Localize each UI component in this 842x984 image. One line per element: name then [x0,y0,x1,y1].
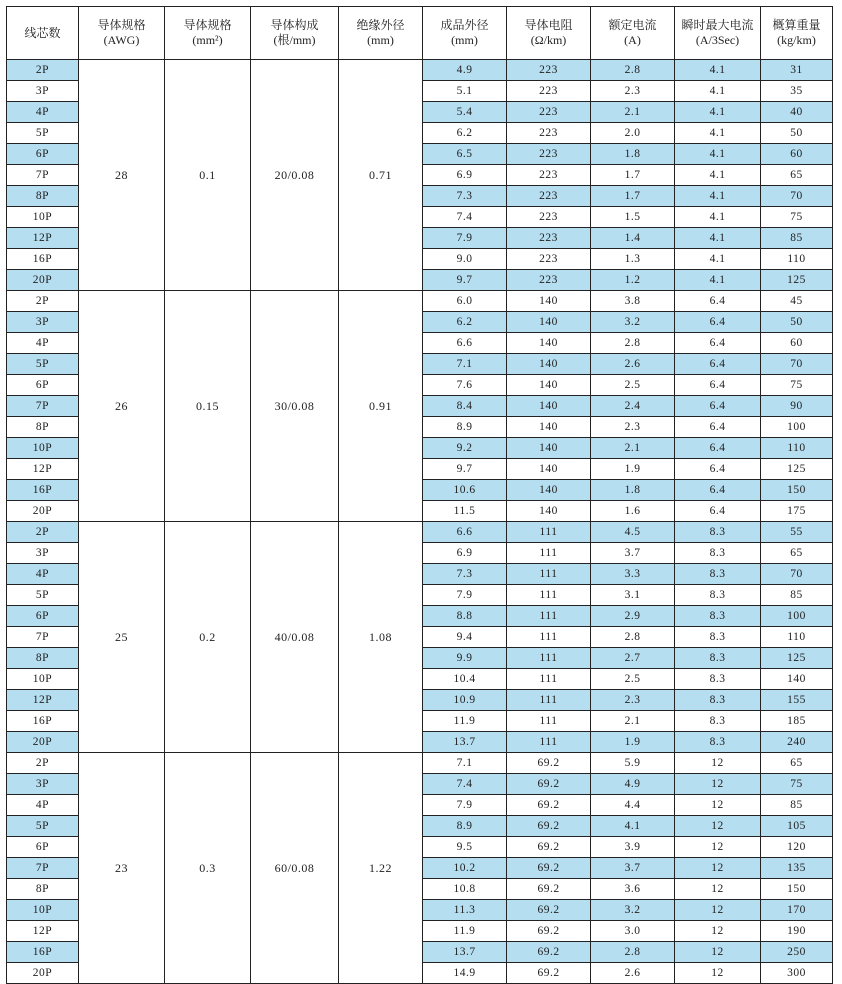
cable-spec-table [6,6,833,984]
pairs-cell: 4P [7,564,79,585]
od-cell: 9.4 [423,627,507,648]
weight-cell: 31 [761,60,833,81]
resistance-cell: 223 [507,144,591,165]
weight-cell: 65 [761,543,833,564]
od-cell: 7.6 [423,375,507,396]
max-current-cell: 6.4 [675,333,761,354]
rated-current-cell: 2.8 [591,942,675,963]
pairs-cell: 16P [7,942,79,963]
weight-cell: 70 [761,564,833,585]
rated-current-cell: 4.4 [591,795,675,816]
od-cell: 7.9 [423,585,507,606]
rated-current-cell: 2.8 [591,60,675,81]
insulation-od-cell: 1.22 [339,753,423,984]
mm2-cell: 0.15 [165,291,251,522]
od-cell: 9.2 [423,438,507,459]
resistance-cell: 69.2 [507,921,591,942]
weight-cell: 300 [761,963,833,984]
od-cell: 6.2 [423,312,507,333]
max-current-cell: 8.3 [675,627,761,648]
resistance-cell: 223 [507,165,591,186]
awg-cell: 26 [79,291,165,522]
max-current-cell: 4.1 [675,102,761,123]
od-cell: 11.9 [423,711,507,732]
od-cell: 6.5 [423,144,507,165]
od-cell: 8.9 [423,816,507,837]
od-cell: 9.5 [423,837,507,858]
od-cell: 5.4 [423,102,507,123]
weight-cell: 175 [761,501,833,522]
max-current-cell: 4.1 [675,249,761,270]
resistance-cell: 69.2 [507,816,591,837]
weight-cell: 190 [761,921,833,942]
max-current-cell: 12 [675,921,761,942]
od-cell: 7.9 [423,228,507,249]
od-cell: 11.5 [423,501,507,522]
max-current-cell: 12 [675,858,761,879]
od-cell: 6.6 [423,333,507,354]
max-current-cell: 6.4 [675,417,761,438]
rated-current-cell: 1.8 [591,144,675,165]
weight-cell: 40 [761,102,833,123]
resistance-cell: 223 [507,207,591,228]
weight-cell: 35 [761,81,833,102]
rated-current-cell: 2.3 [591,81,675,102]
rated-current-cell: 5.9 [591,753,675,774]
pairs-cell: 6P [7,375,79,396]
pairs-cell: 3P [7,312,79,333]
rated-current-cell: 1.4 [591,228,675,249]
od-cell: 10.9 [423,690,507,711]
max-current-cell: 12 [675,753,761,774]
rated-current-cell: 2.5 [591,669,675,690]
weight-cell: 60 [761,144,833,165]
od-cell: 6.0 [423,291,507,312]
rated-current-cell: 2.0 [591,123,675,144]
pairs-cell: 12P [7,921,79,942]
rated-current-cell: 2.8 [591,333,675,354]
max-current-cell: 12 [675,774,761,795]
pairs-cell: 6P [7,837,79,858]
max-current-cell: 6.4 [675,480,761,501]
resistance-cell: 111 [507,732,591,753]
weight-cell: 125 [761,270,833,291]
pairs-cell: 20P [7,963,79,984]
weight-cell: 45 [761,291,833,312]
max-current-cell: 4.1 [675,123,761,144]
weight-cell: 90 [761,396,833,417]
od-cell: 7.1 [423,753,507,774]
rated-current-cell: 1.7 [591,165,675,186]
od-cell: 9.9 [423,648,507,669]
max-current-cell: 6.4 [675,396,761,417]
max-current-cell: 12 [675,900,761,921]
weight-cell: 75 [761,207,833,228]
rated-current-cell: 3.6 [591,879,675,900]
construction-cell: 30/0.08 [251,291,339,522]
pairs-cell: 10P [7,669,79,690]
pairs-cell: 8P [7,879,79,900]
od-cell: 7.1 [423,354,507,375]
weight-cell: 50 [761,312,833,333]
rated-current-cell: 1.8 [591,480,675,501]
rated-current-cell: 1.7 [591,186,675,207]
weight-cell: 120 [761,837,833,858]
pairs-cell: 3P [7,81,79,102]
pairs-cell: 12P [7,690,79,711]
od-cell: 8.9 [423,417,507,438]
awg-cell: 23 [79,753,165,984]
resistance-cell: 69.2 [507,900,591,921]
pairs-cell: 5P [7,585,79,606]
header-cell-resistance: 导体电阻 (Ω/km) [507,7,591,60]
rated-current-cell: 2.1 [591,438,675,459]
rated-current-cell: 1.3 [591,249,675,270]
rated-current-cell: 4.9 [591,774,675,795]
max-current-cell: 12 [675,942,761,963]
pairs-cell: 5P [7,816,79,837]
rated-current-cell: 4.1 [591,816,675,837]
rated-current-cell: 3.7 [591,858,675,879]
resistance-cell: 111 [507,585,591,606]
rated-current-cell: 2.1 [591,711,675,732]
construction-cell: 20/0.08 [251,60,339,291]
max-current-cell: 4.1 [675,207,761,228]
resistance-cell: 140 [507,333,591,354]
od-cell: 6.9 [423,543,507,564]
rated-current-cell: 3.0 [591,921,675,942]
pairs-cell: 7P [7,627,79,648]
rated-current-cell: 2.3 [591,690,675,711]
od-cell: 10.6 [423,480,507,501]
pairs-cell: 2P [7,60,79,81]
od-cell: 8.4 [423,396,507,417]
table-body [7,60,833,984]
resistance-cell: 111 [507,711,591,732]
rated-current-cell: 3.2 [591,312,675,333]
od-cell: 10.8 [423,879,507,900]
rated-current-cell: 3.3 [591,564,675,585]
od-cell: 9.7 [423,270,507,291]
resistance-cell: 140 [507,459,591,480]
max-current-cell: 6.4 [675,291,761,312]
od-cell: 6.2 [423,123,507,144]
max-current-cell: 4.1 [675,186,761,207]
resistance-cell: 140 [507,396,591,417]
resistance-cell: 69.2 [507,753,591,774]
pairs-cell: 8P [7,417,79,438]
max-current-cell: 8.3 [675,669,761,690]
weight-cell: 110 [761,249,833,270]
od-cell: 9.0 [423,249,507,270]
resistance-cell: 140 [507,291,591,312]
resistance-cell: 111 [507,522,591,543]
od-cell: 7.3 [423,564,507,585]
resistance-cell: 140 [507,480,591,501]
max-current-cell: 8.3 [675,606,761,627]
resistance-cell: 111 [507,669,591,690]
header-cell-weight: 概算重量 (kg/km) [761,7,833,60]
max-current-cell: 12 [675,879,761,900]
resistance-cell: 69.2 [507,879,591,900]
pairs-cell: 8P [7,648,79,669]
pairs-cell: 20P [7,501,79,522]
resistance-cell: 223 [507,270,591,291]
rated-current-cell: 1.9 [591,459,675,480]
pairs-cell: 3P [7,774,79,795]
max-current-cell: 4.1 [675,270,761,291]
header-cell-od: 成品外径 (mm) [423,7,507,60]
pairs-cell: 6P [7,144,79,165]
max-current-cell: 12 [675,816,761,837]
awg-cell: 25 [79,522,165,753]
pairs-cell: 10P [7,900,79,921]
rated-current-cell: 2.6 [591,963,675,984]
rated-current-cell: 1.9 [591,732,675,753]
od-cell: 5.1 [423,81,507,102]
resistance-cell: 140 [507,501,591,522]
rated-current-cell: 2.6 [591,354,675,375]
pairs-cell: 3P [7,543,79,564]
pairs-cell: 2P [7,291,79,312]
weight-cell: 185 [761,711,833,732]
od-cell: 11.9 [423,921,507,942]
weight-cell: 110 [761,438,833,459]
resistance-cell: 69.2 [507,795,591,816]
max-current-cell: 8.3 [675,690,761,711]
header-row [7,7,833,60]
pairs-cell: 20P [7,270,79,291]
pairs-cell: 4P [7,333,79,354]
max-current-cell: 8.3 [675,648,761,669]
max-current-cell: 8.3 [675,711,761,732]
header-cell-construction: 导体构成 (根/mm) [251,7,339,60]
od-cell: 10.2 [423,858,507,879]
pairs-cell: 16P [7,480,79,501]
header-cell-awg: 导体规格 (AWG) [79,7,165,60]
od-cell: 7.9 [423,795,507,816]
header-cell-insulation-od: 绝缘外径 (mm) [339,7,423,60]
pairs-cell: 10P [7,438,79,459]
weight-cell: 85 [761,585,833,606]
resistance-cell: 223 [507,249,591,270]
construction-cell: 40/0.08 [251,522,339,753]
resistance-cell: 69.2 [507,963,591,984]
od-cell: 7.4 [423,774,507,795]
weight-cell: 125 [761,459,833,480]
pairs-cell: 12P [7,228,79,249]
od-cell: 14.9 [423,963,507,984]
rated-current-cell: 1.2 [591,270,675,291]
weight-cell: 65 [761,165,833,186]
resistance-cell: 223 [507,123,591,144]
construction-cell: 60/0.08 [251,753,339,984]
pairs-cell: 2P [7,522,79,543]
resistance-cell: 111 [507,564,591,585]
rated-current-cell: 3.9 [591,837,675,858]
max-current-cell: 6.4 [675,459,761,480]
rated-current-cell: 4.5 [591,522,675,543]
pairs-cell: 7P [7,858,79,879]
weight-cell: 105 [761,816,833,837]
od-cell: 7.3 [423,186,507,207]
insulation-od-cell: 0.71 [339,60,423,291]
header-cell-rated-current: 额定电流 (A) [591,7,675,60]
od-cell: 13.7 [423,732,507,753]
header-cell-mm2: 导体规格 (mm²) [165,7,251,60]
od-cell: 10.4 [423,669,507,690]
resistance-cell: 69.2 [507,837,591,858]
rated-current-cell: 1.5 [591,207,675,228]
pairs-cell: 16P [7,711,79,732]
pairs-cell: 7P [7,396,79,417]
weight-cell: 240 [761,732,833,753]
pairs-cell: 7P [7,165,79,186]
resistance-cell: 223 [507,102,591,123]
resistance-cell: 140 [507,375,591,396]
rated-current-cell: 3.2 [591,900,675,921]
max-current-cell: 12 [675,963,761,984]
rated-current-cell: 2.3 [591,417,675,438]
pairs-cell: 5P [7,123,79,144]
max-current-cell: 4.1 [675,165,761,186]
weight-cell: 85 [761,795,833,816]
pairs-cell: 2P [7,753,79,774]
resistance-cell: 140 [507,417,591,438]
max-current-cell: 6.4 [675,312,761,333]
weight-cell: 50 [761,123,833,144]
table-row [7,60,833,81]
pairs-cell: 16P [7,249,79,270]
resistance-cell: 223 [507,186,591,207]
resistance-cell: 140 [507,312,591,333]
weight-cell: 140 [761,669,833,690]
weight-cell: 170 [761,900,833,921]
rated-current-cell: 2.5 [591,375,675,396]
max-current-cell: 4.1 [675,60,761,81]
od-cell: 6.9 [423,165,507,186]
od-cell: 8.8 [423,606,507,627]
pairs-cell: 5P [7,354,79,375]
od-cell: 6.6 [423,522,507,543]
weight-cell: 60 [761,333,833,354]
table-row [7,291,833,312]
od-cell: 9.7 [423,459,507,480]
max-current-cell: 8.3 [675,732,761,753]
table-row [7,522,833,543]
header-cell-pairs: 线芯数 [7,7,79,60]
max-current-cell: 8.3 [675,543,761,564]
pairs-cell: 4P [7,102,79,123]
rated-current-cell: 3.1 [591,585,675,606]
mm2-cell: 0.1 [165,60,251,291]
max-current-cell: 8.3 [675,522,761,543]
resistance-cell: 140 [507,438,591,459]
resistance-cell: 111 [507,606,591,627]
weight-cell: 100 [761,417,833,438]
pairs-cell: 12P [7,459,79,480]
rated-current-cell: 2.7 [591,648,675,669]
max-current-cell: 8.3 [675,585,761,606]
pairs-cell: 20P [7,732,79,753]
rated-current-cell: 3.8 [591,291,675,312]
rated-current-cell: 2.9 [591,606,675,627]
resistance-cell: 140 [507,354,591,375]
weight-cell: 110 [761,627,833,648]
weight-cell: 70 [761,186,833,207]
max-current-cell: 4.1 [675,228,761,249]
weight-cell: 150 [761,879,833,900]
rated-current-cell: 2.4 [591,396,675,417]
resistance-cell: 223 [507,81,591,102]
rated-current-cell: 1.6 [591,501,675,522]
max-current-cell: 8.3 [675,564,761,585]
pairs-cell: 8P [7,186,79,207]
max-current-cell: 12 [675,795,761,816]
resistance-cell: 111 [507,648,591,669]
header-cell-max-current: 瞬时最大电流 (A/3Sec) [675,7,761,60]
resistance-cell: 111 [507,690,591,711]
weight-cell: 75 [761,375,833,396]
weight-cell: 100 [761,606,833,627]
mm2-cell: 0.2 [165,522,251,753]
rated-current-cell: 2.8 [591,627,675,648]
weight-cell: 135 [761,858,833,879]
weight-cell: 70 [761,354,833,375]
od-cell: 4.9 [423,60,507,81]
max-current-cell: 4.1 [675,144,761,165]
weight-cell: 155 [761,690,833,711]
pairs-cell: 4P [7,795,79,816]
weight-cell: 75 [761,774,833,795]
od-cell: 11.3 [423,900,507,921]
od-cell: 7.4 [423,207,507,228]
resistance-cell: 111 [507,627,591,648]
rated-current-cell: 3.7 [591,543,675,564]
max-current-cell: 12 [675,837,761,858]
max-current-cell: 6.4 [675,354,761,375]
weight-cell: 85 [761,228,833,249]
mm2-cell: 0.3 [165,753,251,984]
weight-cell: 65 [761,753,833,774]
pairs-cell: 10P [7,207,79,228]
rated-current-cell: 2.1 [591,102,675,123]
weight-cell: 150 [761,480,833,501]
resistance-cell: 223 [507,228,591,249]
insulation-od-cell: 0.91 [339,291,423,522]
max-current-cell: 6.4 [675,375,761,396]
weight-cell: 250 [761,942,833,963]
weight-cell: 55 [761,522,833,543]
table-row [7,753,833,774]
table-header [7,7,833,60]
pairs-cell: 6P [7,606,79,627]
weight-cell: 125 [761,648,833,669]
resistance-cell: 69.2 [507,774,591,795]
max-current-cell: 6.4 [675,438,761,459]
od-cell: 13.7 [423,942,507,963]
resistance-cell: 111 [507,543,591,564]
insulation-od-cell: 1.08 [339,522,423,753]
resistance-cell: 69.2 [507,942,591,963]
resistance-cell: 223 [507,60,591,81]
max-current-cell: 4.1 [675,81,761,102]
max-current-cell: 6.4 [675,501,761,522]
resistance-cell: 69.2 [507,858,591,879]
awg-cell: 28 [79,60,165,291]
